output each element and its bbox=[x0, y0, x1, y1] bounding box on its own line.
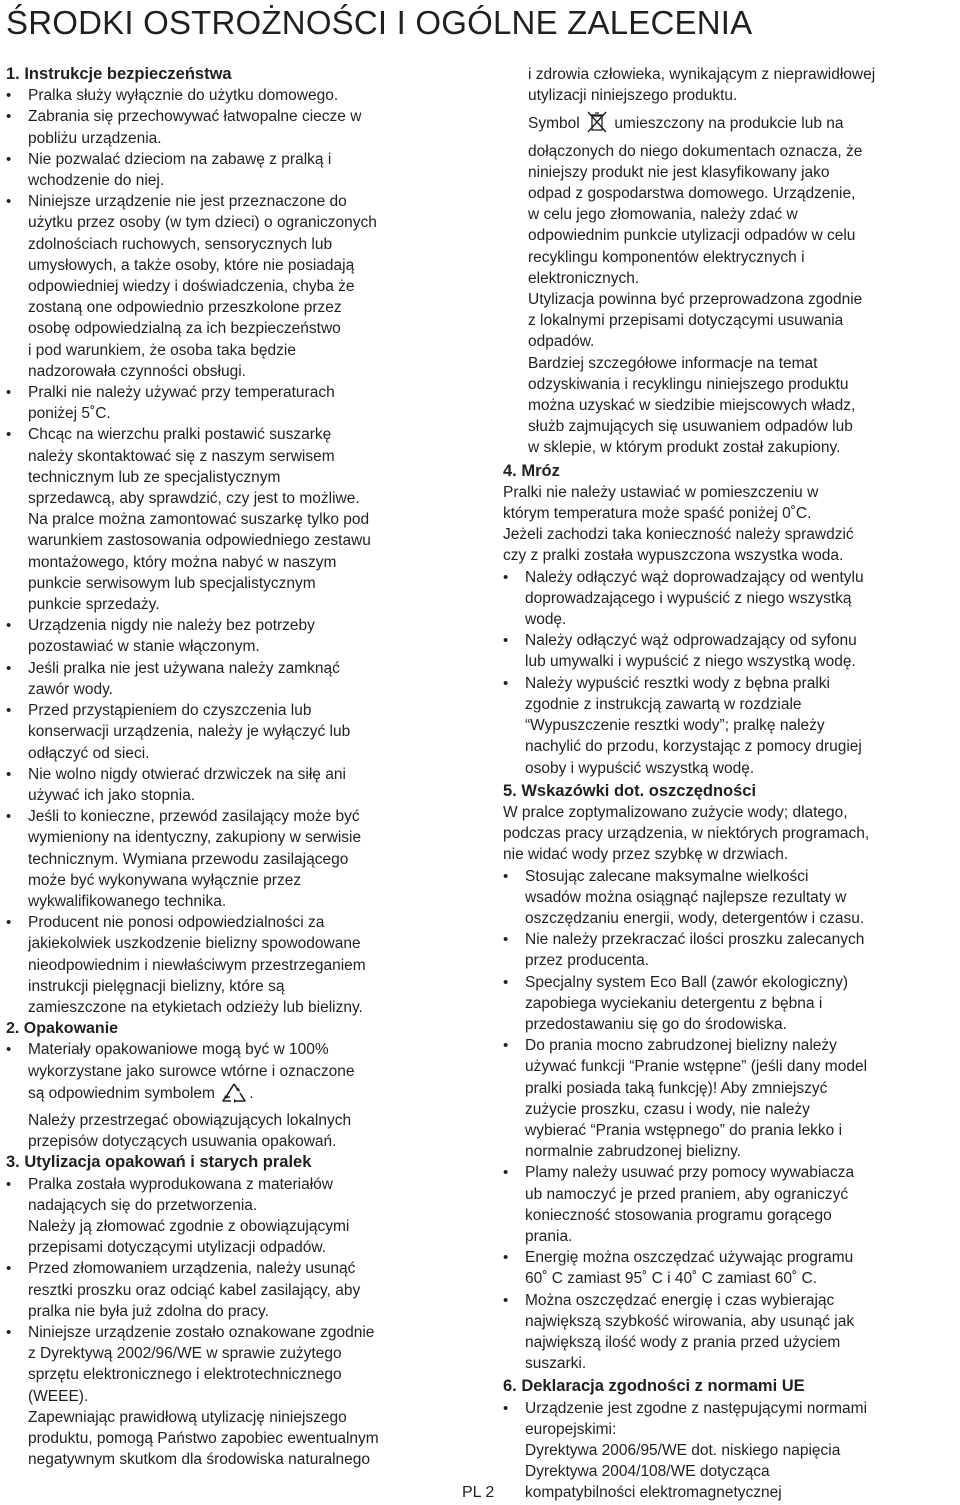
text-line: odpowiednim punkcie utylizacji odpadów w celu bbox=[528, 227, 856, 245]
text-line: • Należy wypuścić resztki wody z bębna pralki bbox=[525, 674, 830, 692]
safety-instructions-list bbox=[6, 85, 462, 1018]
conformity-list bbox=[503, 1398, 959, 1440]
text-line: ub namoczyć je przed praniem, aby ograniczyć bbox=[525, 1185, 849, 1203]
text-line: produktu, pomogą Państwo zapobiec ewentualnym bbox=[28, 1430, 379, 1447]
text-line: odpad z gospodarstwa domowego. Urządzenie, bbox=[528, 185, 856, 203]
text-line: przez producenta. bbox=[525, 952, 650, 970]
text-line: • Należy odłączyć wąż doprowadzający od wentylu bbox=[525, 568, 864, 586]
text-line: • Chcąc na wierzchu pralki postawić suszarkę bbox=[28, 426, 332, 444]
list-item bbox=[503, 1035, 959, 1162]
text-line: (WEEE). bbox=[28, 1387, 89, 1405]
text-line: • Stosując zalecane maksymalne wielkości bbox=[525, 867, 809, 885]
text-line: warunkiem zastosowania odpowiedniego zestawu bbox=[28, 532, 371, 550]
text-line: poniżej 5˚C. bbox=[28, 405, 111, 423]
frost-list bbox=[503, 567, 959, 779]
text-line: • Można oszczędzać energię i czas wybierając bbox=[525, 1291, 835, 1309]
text-line: pralki posiada taką funkcję)! Aby zmniejszyć bbox=[525, 1079, 828, 1097]
text-line: należy skontaktować się z naszym serwisem bbox=[28, 447, 335, 465]
text-line: używać ich jako stopnia. bbox=[28, 786, 196, 804]
crossed-bin-icon bbox=[584, 110, 610, 140]
text-line: służb zajmujących się usuwaniem odpadów lub bbox=[528, 418, 853, 436]
text-line: zamieszczone na etykietach odzieży lub bielizny. bbox=[28, 998, 363, 1016]
text-line: W pralce zoptymalizowano zużycie wody; dlatego, bbox=[503, 803, 848, 821]
text-line: • Przed przystąpieniem do czyszczenia lub bbox=[28, 702, 312, 720]
list-item bbox=[6, 424, 462, 615]
text-line: • Urządzenia nigdy nie należy bez potrzeby bbox=[28, 617, 315, 635]
text-line: Pralki nie należy ustawiać w pomieszczeniu w bbox=[503, 483, 819, 501]
list-item bbox=[503, 630, 959, 672]
weee-note-continued bbox=[528, 64, 959, 106]
list-item bbox=[503, 866, 959, 930]
directives bbox=[525, 1440, 959, 1504]
text-line: • Zabrania się przechowywać łatwopalne ciecze w bbox=[28, 108, 362, 126]
text-line: wykwalifikowanego technika. bbox=[28, 892, 227, 910]
section-6-heading: 6. Deklaracja zgodności z normami UE bbox=[503, 1377, 805, 1396]
list-item bbox=[6, 658, 462, 700]
text-line: największą ilość wody z prania przed użyciem bbox=[525, 1333, 841, 1351]
text-line: • Niniejsze urządzenie zostało oznakowane zgodnie bbox=[28, 1323, 375, 1341]
text-line: pozostawiać w stanie włączonym. bbox=[28, 638, 260, 656]
text-line: technicznym lub ze specjalistycznym bbox=[28, 468, 281, 486]
text-line: • Materiały opakowaniowe mogą być w 100% bbox=[28, 1041, 329, 1059]
text-line: • Przed złomowaniem urządzenia, należy usunąć bbox=[28, 1260, 356, 1278]
text-line: • Urządzenie jest zgodne z następującymi normami bbox=[525, 1399, 868, 1417]
text-line: normalnie zabrudzonej bielizny. bbox=[525, 1143, 741, 1161]
text-line: Dyrektywa 2006/95/WE dot. niskiego napięcia bbox=[525, 1442, 841, 1459]
section-3-heading: 3. Utylizacja opakowań i starych pralek bbox=[6, 1153, 312, 1172]
text-line: w celu jego złomowania, należy zdać w bbox=[528, 206, 798, 224]
disposal-local-rules bbox=[528, 289, 959, 353]
text-line: • Producent nie ponosi odpowiedzialności za bbox=[28, 914, 325, 932]
text-line: • Nie wolno nigdy otwierać drzwiczek na siłę ani bbox=[28, 765, 346, 783]
text-line bbox=[528, 110, 959, 140]
page-title: ŚRODKI OSTROŻNOŚCI I OGÓLNE ZALECENIA bbox=[6, 4, 753, 41]
list-item bbox=[503, 1162, 959, 1247]
text-line: używać funkcji “Pranie wstępne” (jeśli dany model bbox=[525, 1058, 868, 1076]
text-line: technicznym. Wymiana przewodu zasilającego bbox=[28, 850, 349, 868]
text-line: Na pralce można zamontować suszarkę tylko pod bbox=[28, 511, 370, 529]
list-item bbox=[6, 1039, 462, 1110]
list-item bbox=[503, 1290, 959, 1375]
text-line: Należy ją złomować zgodnie z obowiązującymi bbox=[28, 1217, 350, 1235]
weee-symbol-paragraph bbox=[528, 110, 959, 289]
text-line: Należy przestrzegać obowiązujących lokalnych bbox=[28, 1111, 352, 1129]
text-line: wchodzenie do niej. bbox=[28, 172, 165, 190]
text-line: oszczędzaniu energii, wody, detergentów i czasu. bbox=[525, 909, 865, 927]
list-item bbox=[6, 85, 462, 106]
symbol-label: są odpowiednim symbolem bbox=[28, 1084, 215, 1102]
section-4-heading: 4. Mróz bbox=[503, 461, 560, 480]
text-line: wodę. bbox=[525, 611, 567, 629]
text-line: • Specjalny system Eco Ball (zawór ekologiczny) bbox=[525, 973, 849, 991]
symbol-word: Symbol bbox=[528, 115, 580, 133]
text-line: nadających się do przetworzenia. bbox=[28, 1196, 258, 1214]
text-line: Utylizacja powinna być przeprowadzona zgodnie bbox=[528, 291, 863, 309]
text-line: lub umywalki i wypuścić z niego wszystką wodę. bbox=[525, 653, 856, 671]
text-line: przepisami dotyczącymi utylizacji odpadów. bbox=[28, 1239, 327, 1257]
text-line: Jeżeli zachodzi taka konieczność należy sprawdzić bbox=[503, 526, 854, 544]
text-line: jakiekolwiek uszkodzenie bielizny spowodowane bbox=[28, 935, 361, 953]
text-line: zgodnie z instrukcją zawartą w rozdziale bbox=[525, 695, 802, 713]
text-line: w sklepie, w którym produkt został zakupiony. bbox=[528, 439, 841, 457]
text-line: którym temperatura może spaść poniżej 0˚C. bbox=[503, 505, 812, 523]
text-line: zawór wody. bbox=[28, 680, 113, 698]
text-line: nieodpowiednim i niewłaściwym przestrzeganiem bbox=[28, 956, 366, 974]
text-line: • Energię można oszczędzać używając programu bbox=[525, 1249, 854, 1267]
text-line: odpowiedniej wiedzy i doświadczenia, chyba że bbox=[28, 278, 355, 296]
text-line: i pod warunkiem, że osoba taka będzie bbox=[28, 341, 296, 359]
symbol-period: . bbox=[249, 1084, 254, 1102]
text-line: może być wykonywana wyłącznie przez bbox=[28, 871, 302, 889]
text-line: sprzedawcą, aby sprawdzić, czy jest to możliwe. bbox=[28, 490, 360, 508]
list-item bbox=[6, 149, 462, 191]
page-number: PL 2 bbox=[462, 1484, 495, 1501]
section-1-heading: 1. Instrukcje bezpieczeństwa bbox=[6, 65, 232, 83]
text-line: osoby i wypuścić wszystką wodę. bbox=[525, 759, 755, 777]
savings-list bbox=[503, 866, 959, 1375]
symbol-text bbox=[528, 141, 959, 289]
list-item bbox=[503, 929, 959, 971]
text-line: punkcie serwisowym lub specjalistycznym bbox=[28, 574, 316, 592]
text-line: kompatybilności elektromagnetycznej bbox=[525, 1484, 782, 1502]
section-5-heading: 5. Wskazówki dot. oszczędności bbox=[503, 781, 757, 800]
text-line: Bardziej szczegółowe informacje na temat bbox=[528, 354, 818, 372]
list-item bbox=[6, 1258, 462, 1322]
text-line: europejskimi: bbox=[525, 1420, 617, 1438]
text-line: zapobiega wyciekaniu detergentu z bębna i bbox=[525, 994, 823, 1012]
weee-note bbox=[28, 1407, 462, 1471]
savings-intro bbox=[503, 802, 959, 866]
text-line: zużycie proszku, czasu i wody, nie należy bbox=[525, 1100, 810, 1118]
list-item bbox=[6, 806, 462, 912]
list-item bbox=[6, 764, 462, 806]
text-line: umysłowych, a także osoby, które nie posiadają bbox=[28, 256, 355, 274]
text-line: użytku przez osoby (w tym dzieci) o ograniczonych bbox=[28, 214, 377, 232]
list-item bbox=[503, 972, 959, 1036]
text-line bbox=[28, 1082, 462, 1110]
text-line: konserwacji urządzenia, należy je wyłączyć lub bbox=[28, 723, 351, 741]
list-item bbox=[6, 382, 462, 424]
text-line: suszarki. bbox=[525, 1355, 587, 1373]
symbol-description: umieszczony na produkcie lub na bbox=[614, 115, 844, 133]
text-line: zdolnościach ruchowych, sensorycznych lub bbox=[28, 235, 333, 253]
recycling-info bbox=[528, 353, 959, 459]
text-line: “Wypuszczenie resztki wody”; pralkę należy bbox=[525, 717, 825, 735]
text-line: przepisów dotyczących usuwania opakowań. bbox=[28, 1133, 337, 1151]
text-line: punkcie sprzedaży. bbox=[28, 596, 160, 614]
text-line: odpadów. bbox=[528, 333, 595, 351]
text-line: z Dyrektywą 2002/96/WE w sprawie zużytego bbox=[28, 1345, 342, 1363]
right-column bbox=[503, 64, 959, 1504]
packaging-list bbox=[6, 1039, 462, 1110]
text-line: • Pralka została wyprodukowana z materiałów bbox=[28, 1175, 333, 1193]
text-line: wsadów można osiągnąć najlepsze rezultaty w bbox=[525, 888, 847, 906]
text-line: utylizacji niniejszego produktu. bbox=[528, 87, 738, 105]
text-line: • Nie należy przekraczać ilości proszku zalecanych bbox=[525, 931, 865, 949]
list-item bbox=[6, 106, 462, 148]
text-line: odłączyć od sieci. bbox=[28, 744, 150, 762]
text-line: czy z pralki została wypuszczona wszystka woda. bbox=[503, 547, 844, 565]
text-line: negatywnym skutkom dla środowiska naturalnego bbox=[28, 1451, 371, 1469]
text-line: nadzorowała czynności obsługi. bbox=[28, 362, 246, 380]
left-column bbox=[6, 64, 462, 1470]
text-line: • Do prania mocno zabrudzonej bielizny należy bbox=[525, 1037, 837, 1055]
text-line: • Pralka służy wyłącznie do użytku domowego. bbox=[28, 87, 339, 105]
disposal-list bbox=[6, 1174, 462, 1216]
list-item bbox=[6, 615, 462, 657]
text-line: dołączonych do niego dokumentach oznacza, że bbox=[528, 142, 863, 160]
frost-intro bbox=[503, 482, 959, 567]
text-line: konieczność stosowania programu gorącego bbox=[525, 1206, 832, 1224]
list-item bbox=[6, 700, 462, 764]
text-line: zostaną one odpowiednio przeszkolone przez bbox=[28, 299, 342, 317]
recycle-icon bbox=[219, 1082, 249, 1110]
text-line: recyklingu komponentów elektrycznych i bbox=[528, 248, 805, 266]
section-2-heading: 2. Opakowanie bbox=[6, 1020, 119, 1038]
text-line: można uzyskać w siedzibie miejscowych władz, bbox=[528, 397, 856, 415]
list-item bbox=[6, 1322, 462, 1407]
text-line: • Należy odłączyć wąż odprowadzający od syfonu bbox=[525, 632, 857, 650]
text-line: pralka nie była już zdolna do pracy. bbox=[28, 1302, 269, 1320]
text-line: montażowego, który można nabyć w naszym bbox=[28, 553, 337, 571]
list-item bbox=[503, 1247, 959, 1289]
list-item bbox=[503, 567, 959, 631]
text-line: instrukcji pielęgnacji bielizny, które są bbox=[28, 977, 285, 995]
text-line: największą szybkość wirowania, aby usunąć jak bbox=[525, 1312, 855, 1330]
text-line: • Jeśli pralka nie jest używana należy zamknąć bbox=[28, 659, 340, 677]
list-item bbox=[6, 191, 462, 382]
text-line: sprzętu elektronicznego i elektrotechnicznego bbox=[28, 1366, 342, 1384]
list-item bbox=[503, 673, 959, 779]
text-line: odzyskiwania i recyklingu niniejszego produktu bbox=[528, 375, 849, 393]
text-line: • Pralki nie należy używać przy temperaturach bbox=[28, 384, 335, 402]
text-line: wykorzystane jako surowce wtórne i oznaczone bbox=[28, 1062, 355, 1080]
packaging-note bbox=[28, 1110, 462, 1152]
text-line: z lokalnymi przepisami dotyczącymi usuwania bbox=[528, 312, 844, 330]
text-line: pobliżu urządzenia. bbox=[28, 129, 162, 147]
text-line: elektronicznych. bbox=[528, 269, 640, 287]
text-line: wymieniony na identyczny, zakupiony w serwisie bbox=[28, 829, 362, 847]
disposal-note bbox=[28, 1216, 462, 1258]
list-item bbox=[6, 1174, 462, 1216]
text-line: Dyrektywa 2004/108/WE dotycząca bbox=[525, 1463, 770, 1481]
text-line: nie widać wody przez szybkę w drzwiach. bbox=[503, 846, 789, 864]
text-line: • Plamy należy usuwać przy pomocy wywabiacza bbox=[525, 1164, 855, 1182]
text-line: Zapewniając prawidłową utylizację niniejszego bbox=[28, 1408, 347, 1426]
text-line: • Niniejsze urządzenie nie jest przeznaczone do bbox=[28, 193, 347, 211]
text-line: • Jeśli to konieczne, przewód zasilający może być bbox=[28, 808, 360, 826]
list-item bbox=[6, 912, 462, 1018]
text-line: osobę odpowiedzialną za ich bezpieczeństwo bbox=[28, 320, 341, 338]
list-item bbox=[503, 1398, 959, 1440]
text-line: podczas pracy urządzenia, w niektórych programach, bbox=[503, 825, 870, 843]
text-line: resztki proszku oraz odciąć kabel zasilający, aby bbox=[28, 1281, 361, 1299]
text-line: nachylić do przodu, korzystając z pomocy drugiej bbox=[525, 738, 862, 756]
text-line: 60˚ C zamiast 95˚ C i 40˚ C zamiast 60˚ C. bbox=[525, 1270, 818, 1288]
disposal-list-2 bbox=[6, 1258, 462, 1406]
text-line: prania. bbox=[525, 1227, 573, 1245]
text-line: i zdrowia człowieka, wynikającym z nieprawidłowej bbox=[528, 66, 876, 83]
text-line: doprowadzającego i wypuścić z niego wszystką bbox=[525, 589, 852, 607]
text-line: przedostawaniu się go do środowiska. bbox=[525, 1015, 787, 1033]
text-line: niniejszy produkt nie jest klasyfikowany jako bbox=[528, 163, 830, 181]
text-line: wybierać “Prania wstępnego” do prania lekko i bbox=[525, 1121, 843, 1139]
text-line: • Nie pozwalać dzieciom na zabawę z pralką i bbox=[28, 150, 332, 168]
